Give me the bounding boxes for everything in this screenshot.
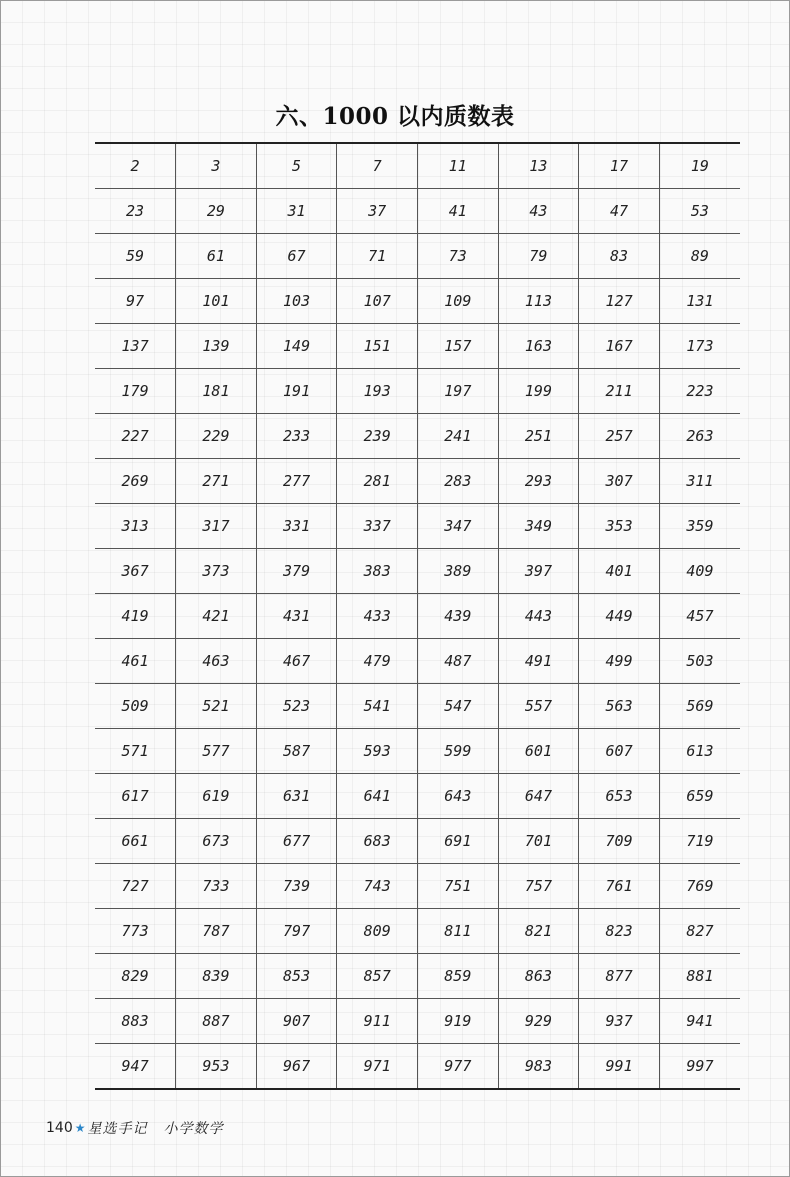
table-row (95, 369, 740, 414)
prime-cell: 587 (256, 729, 337, 774)
prime-cell: 149 (256, 324, 337, 369)
prime-cell: 373 (176, 549, 257, 594)
prime-cell: 239 (337, 414, 418, 459)
prime-cell: 659 (659, 774, 740, 819)
prime-cell: 641 (337, 774, 418, 819)
prime-cell: 353 (579, 504, 660, 549)
prime-cell: 673 (176, 819, 257, 864)
prime-cell: 941 (659, 999, 740, 1044)
prime-cell: 397 (498, 549, 579, 594)
prime-cell: 577 (176, 729, 257, 774)
table-row (95, 504, 740, 549)
table-row (95, 909, 740, 954)
table-row (95, 324, 740, 369)
prime-cell: 199 (498, 369, 579, 414)
prime-cell: 719 (659, 819, 740, 864)
prime-cell: 29 (176, 189, 257, 234)
prime-cell: 379 (256, 549, 337, 594)
prime-cell: 419 (95, 594, 176, 639)
prime-cell: 269 (95, 459, 176, 504)
prime-cell: 401 (579, 549, 660, 594)
prime-cell: 71 (337, 234, 418, 279)
prime-cell: 647 (498, 774, 579, 819)
prime-cell: 383 (337, 549, 418, 594)
table-row (95, 234, 740, 279)
prime-cell: 967 (256, 1044, 337, 1090)
prime-cell: 857 (337, 954, 418, 999)
prime-cell: 947 (95, 1044, 176, 1090)
prime-cell: 701 (498, 819, 579, 864)
prime-cell: 619 (176, 774, 257, 819)
prime-cell: 97 (95, 279, 176, 324)
table-row (95, 549, 740, 594)
prime-cell: 911 (337, 999, 418, 1044)
prime-cell: 881 (659, 954, 740, 999)
table-row (95, 774, 740, 819)
prime-cell: 821 (498, 909, 579, 954)
prime-cell: 223 (659, 369, 740, 414)
prime-cell: 2 (95, 143, 176, 189)
table-row (95, 189, 740, 234)
prime-cell: 457 (659, 594, 740, 639)
prime-cell: 13 (498, 143, 579, 189)
prime-cell: 977 (418, 1044, 499, 1090)
prime-cell: 607 (579, 729, 660, 774)
prime-cell: 5 (256, 143, 337, 189)
prime-cell: 839 (176, 954, 257, 999)
prime-cell: 677 (256, 819, 337, 864)
prime-cell: 113 (498, 279, 579, 324)
table-row (95, 459, 740, 504)
prime-cell: 283 (418, 459, 499, 504)
prime-cell: 757 (498, 864, 579, 909)
prime-cell: 109 (418, 279, 499, 324)
table-row (95, 1044, 740, 1090)
prime-cell: 739 (256, 864, 337, 909)
prime-cell: 179 (95, 369, 176, 414)
prime-cell: 167 (579, 324, 660, 369)
prime-cell: 797 (256, 909, 337, 954)
prime-cell: 61 (176, 234, 257, 279)
prime-cell: 449 (579, 594, 660, 639)
prime-cell: 151 (337, 324, 418, 369)
table-row (95, 143, 740, 189)
prime-cell: 89 (659, 234, 740, 279)
prime-cell: 53 (659, 189, 740, 234)
prime-cell: 743 (337, 864, 418, 909)
prime-cell: 433 (337, 594, 418, 639)
prime-cell: 3 (176, 143, 257, 189)
prime-cell: 197 (418, 369, 499, 414)
prime-cell: 541 (337, 684, 418, 729)
prime-cell: 823 (579, 909, 660, 954)
prime-cell: 683 (337, 819, 418, 864)
prime-cell: 257 (579, 414, 660, 459)
prime-cell: 41 (418, 189, 499, 234)
prime-cell: 307 (579, 459, 660, 504)
prime-cell: 59 (95, 234, 176, 279)
prime-cell: 571 (95, 729, 176, 774)
prime-cell: 347 (418, 504, 499, 549)
prime-cell: 271 (176, 459, 257, 504)
prime-cell: 43 (498, 189, 579, 234)
prime-cell: 751 (418, 864, 499, 909)
prime-cell: 863 (498, 954, 579, 999)
prime-cell: 773 (95, 909, 176, 954)
prime-cell: 811 (418, 909, 499, 954)
prime-cell: 367 (95, 549, 176, 594)
subject-label: 小学数学 (163, 1121, 224, 1137)
prime-cell: 251 (498, 414, 579, 459)
prime-cell: 991 (579, 1044, 660, 1090)
prime-cell: 227 (95, 414, 176, 459)
table-row (95, 594, 740, 639)
star-icon: ★ (74, 1121, 86, 1135)
prime-cell: 31 (256, 189, 337, 234)
prime-cell: 67 (256, 234, 337, 279)
prime-cell: 523 (256, 684, 337, 729)
prime-cell: 617 (95, 774, 176, 819)
prime-cell: 317 (176, 504, 257, 549)
prime-cell: 709 (579, 819, 660, 864)
table-row (95, 279, 740, 324)
prime-cell: 479 (337, 639, 418, 684)
page-title: 六、1000 以内质数表 (275, 103, 515, 130)
prime-cell: 137 (95, 324, 176, 369)
prime-cell: 491 (498, 639, 579, 684)
prime-cell: 929 (498, 999, 579, 1044)
prime-cell: 47 (579, 189, 660, 234)
prime-cell: 691 (418, 819, 499, 864)
prime-cell: 439 (418, 594, 499, 639)
prime-cell: 661 (95, 819, 176, 864)
prime-cell: 827 (659, 909, 740, 954)
prime-cell: 487 (418, 639, 499, 684)
prime-cell: 139 (176, 324, 257, 369)
prime-cell: 263 (659, 414, 740, 459)
prime-cell: 211 (579, 369, 660, 414)
prime-cell: 599 (418, 729, 499, 774)
prime-cell: 499 (579, 639, 660, 684)
prime-cell: 19 (659, 143, 740, 189)
prime-cell: 7 (337, 143, 418, 189)
prime-cell: 359 (659, 504, 740, 549)
prime-cell: 229 (176, 414, 257, 459)
prime-cell: 809 (337, 909, 418, 954)
prime-cell: 859 (418, 954, 499, 999)
prime-cell: 23 (95, 189, 176, 234)
prime-cell: 601 (498, 729, 579, 774)
table-row (95, 864, 740, 909)
prime-cell: 877 (579, 954, 660, 999)
prime-cell: 293 (498, 459, 579, 504)
page-footer (46, 1118, 224, 1138)
prime-cell: 277 (256, 459, 337, 504)
prime-cell: 131 (659, 279, 740, 324)
prime-cell: 163 (498, 324, 579, 369)
prime-cell: 919 (418, 999, 499, 1044)
prime-cell: 953 (176, 1044, 257, 1090)
table-row (95, 684, 740, 729)
table-row (95, 729, 740, 774)
table-row (95, 954, 740, 999)
prime-cell: 643 (418, 774, 499, 819)
prime-cell: 107 (337, 279, 418, 324)
prime-cell: 103 (256, 279, 337, 324)
prime-cell: 337 (337, 504, 418, 549)
prime-cell: 937 (579, 999, 660, 1044)
prime-cell: 887 (176, 999, 257, 1044)
prime-cell: 17 (579, 143, 660, 189)
prime-cell: 233 (256, 414, 337, 459)
prime-cell: 313 (95, 504, 176, 549)
prime-cell: 983 (498, 1044, 579, 1090)
prime-cell: 907 (256, 999, 337, 1044)
book-title: 星选手记 (87, 1121, 148, 1137)
prime-cell: 389 (418, 549, 499, 594)
prime-cell: 431 (256, 594, 337, 639)
prime-cell: 631 (256, 774, 337, 819)
prime-cell: 79 (498, 234, 579, 279)
prime-cell: 409 (659, 549, 740, 594)
prime-cell: 349 (498, 504, 579, 549)
prime-cell: 971 (337, 1044, 418, 1090)
prime-cell: 509 (95, 684, 176, 729)
prime-cell: 421 (176, 594, 257, 639)
prime-cell: 557 (498, 684, 579, 729)
prime-cell: 173 (659, 324, 740, 369)
prime-cell: 191 (256, 369, 337, 414)
prime-cell: 331 (256, 504, 337, 549)
prime-cell: 467 (256, 639, 337, 684)
prime-cell: 997 (659, 1044, 740, 1090)
page-number: 140 (46, 1120, 73, 1136)
prime-cell: 443 (498, 594, 579, 639)
prime-cell: 461 (95, 639, 176, 684)
prime-cell: 653 (579, 774, 660, 819)
table-row (95, 414, 740, 459)
prime-cell: 157 (418, 324, 499, 369)
prime-cell: 11 (418, 143, 499, 189)
prime-cell: 181 (176, 369, 257, 414)
prime-cell: 733 (176, 864, 257, 909)
prime-cell: 521 (176, 684, 257, 729)
prime-cell: 853 (256, 954, 337, 999)
prime-cell: 569 (659, 684, 740, 729)
prime-cell: 193 (337, 369, 418, 414)
prime-cell: 241 (418, 414, 499, 459)
prime-cell: 463 (176, 639, 257, 684)
prime-cell: 101 (176, 279, 257, 324)
prime-cell: 727 (95, 864, 176, 909)
prime-cell: 883 (95, 999, 176, 1044)
prime-table (95, 142, 740, 1090)
prime-cell: 829 (95, 954, 176, 999)
prime-cell: 127 (579, 279, 660, 324)
prime-table-body (95, 143, 740, 1089)
prime-cell: 593 (337, 729, 418, 774)
prime-cell: 761 (579, 864, 660, 909)
table-row (95, 639, 740, 684)
table-row (95, 999, 740, 1044)
prime-cell: 787 (176, 909, 257, 954)
prime-cell: 37 (337, 189, 418, 234)
prime-cell: 281 (337, 459, 418, 504)
table-row (95, 819, 740, 864)
prime-cell: 73 (418, 234, 499, 279)
prime-cell: 547 (418, 684, 499, 729)
prime-cell: 563 (579, 684, 660, 729)
prime-cell: 83 (579, 234, 660, 279)
prime-cell: 769 (659, 864, 740, 909)
prime-cell: 503 (659, 639, 740, 684)
prime-cell: 613 (659, 729, 740, 774)
prime-cell: 311 (659, 459, 740, 504)
